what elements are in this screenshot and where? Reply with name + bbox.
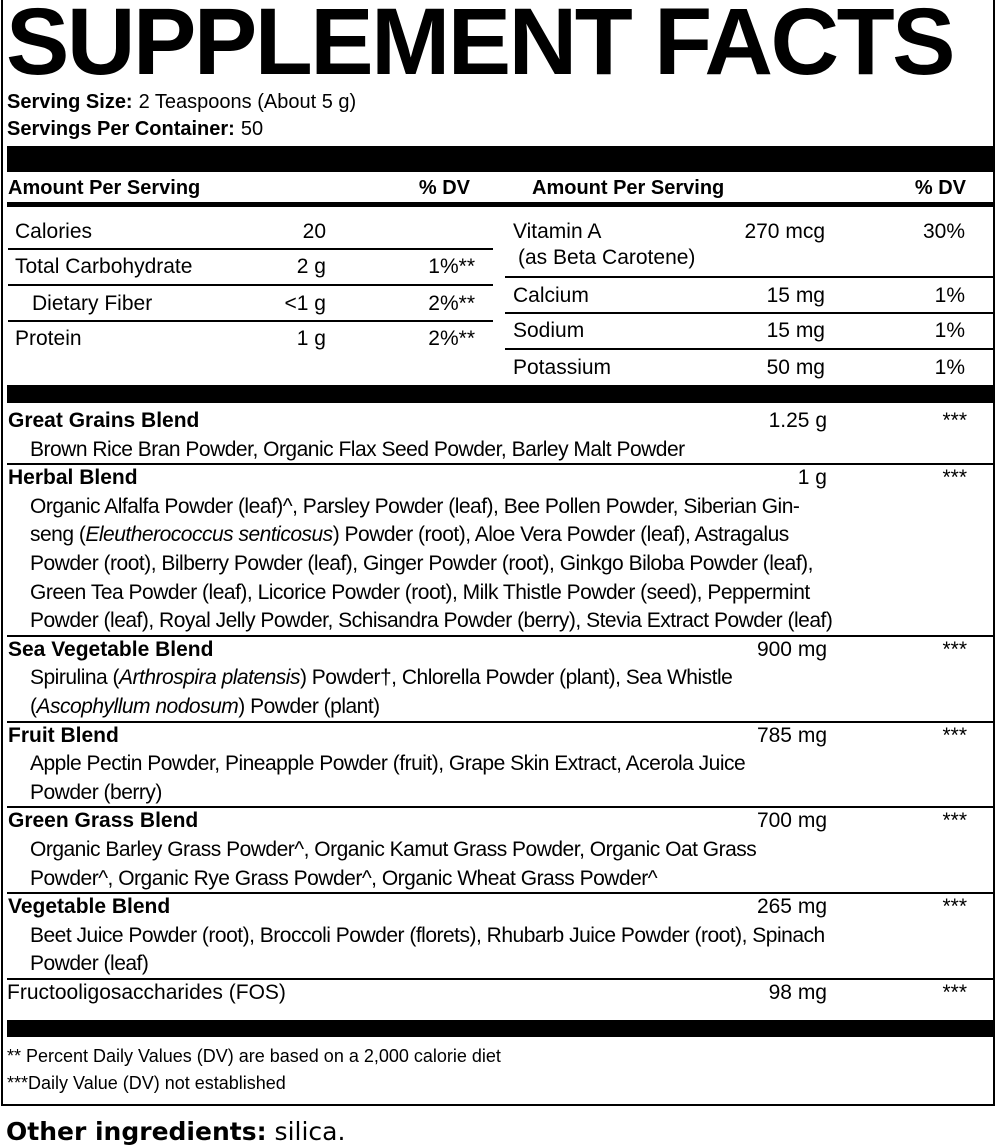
ingredient-text: Organic Alfalfa Powder (leaf)^, Parsley Powder (leaf), Bee Pollen Powder, Siberian Gin- [30, 494, 800, 518]
blend-section [7, 807, 995, 893]
nutrient-name: Total Carbohydrate [15, 255, 193, 278]
blend-name: Fruit Blend [8, 723, 119, 747]
nutrient-amount: 2 g [296, 255, 326, 278]
row-divider [505, 312, 993, 314]
blend-name: Fructooligosaccharides (FOS) [7, 980, 286, 1004]
ingredient-text: Powder (berry) [30, 780, 162, 804]
header-amount-left: Amount Per Serving [8, 177, 201, 199]
ingredient-text: Arthrospira platensis [119, 666, 300, 690]
blend-amount: 98 mg [768, 980, 827, 1004]
nutrient-amount: 15 mg [766, 284, 825, 307]
nutrient-name: Vitamin A [513, 220, 602, 243]
blend-ingredients-line [7, 493, 995, 522]
footnote-dv: ** Percent Daily Values (DV) are based on a 2,000 calorie diet [7, 1046, 501, 1066]
ingredient-text: Powder (root), Bilberry Powder (leaf), Ginger Powder (root), Ginkgo Biloba Powder (leaf), [30, 551, 813, 575]
ingredient-text: seng ( [30, 523, 86, 547]
blend-header [7, 807, 995, 836]
header-dv-left: % DV [418, 177, 470, 199]
blend-dv: *** [942, 466, 967, 490]
row-divider [505, 348, 993, 350]
blend-ingredients-line [7, 693, 995, 722]
blend-ingredients-line [7, 750, 995, 779]
row-divider [8, 248, 493, 250]
blend-name: Great Grains Blend [8, 409, 200, 432]
nutrient-name: Protein [15, 327, 82, 350]
servings-label: Servings Per Container: [7, 118, 235, 140]
blend-dv: *** [942, 409, 967, 432]
nutrient-amount: 20 [302, 220, 326, 243]
blend-header [7, 893, 995, 922]
nutrient-name: Calories [15, 220, 93, 243]
blend-header [7, 636, 995, 665]
blend-ingredients-line [7, 950, 995, 979]
blend-header [7, 979, 995, 1008]
blend-dv: *** [942, 637, 967, 661]
divider-bar [7, 1020, 995, 1037]
ingredient-text: Green Tea Powder (leaf), Licorice Powder (root), Milk Thistle Powder (seed), Peppermint [30, 580, 810, 604]
serving-size-label: Serving Size: [7, 91, 133, 113]
ingredient-text: Powder^, Organic Rye Grass Powder^, Organic Wheat Grass Powder^ [30, 866, 658, 890]
ingredient-text: Organic Barley Grass Powder^, Organic Kamut Grass Powder, Organic Oat Grass [30, 837, 757, 861]
nutrient-amount: 270 mcg [744, 220, 825, 243]
blend-ingredients-line [7, 836, 995, 865]
nutrient-amount: 50 mg [766, 356, 825, 379]
nutrient-dv: 1% [934, 284, 965, 307]
ingredient-text: Spirulina ( [30, 666, 120, 690]
blend-section [7, 893, 995, 979]
blend-name: Herbal Blend [8, 466, 138, 490]
blend-ingredients-line [7, 579, 995, 608]
divider-bar [7, 385, 995, 403]
blend-name: Green Grass Blend [8, 809, 199, 833]
blend-ingredients-line [7, 521, 995, 550]
ingredient-text: ( [30, 694, 37, 718]
ingredient-text: ) Powder†, Chlorella Powder (plant), Sea Whistle [299, 666, 733, 690]
blend-amount: 1 g [797, 466, 827, 490]
blend-section [7, 407, 995, 464]
ingredient-text: Powder (leaf), Royal Jelly Powder, Schisandra Powder (berry), Stevia Extract Powder (leaf) [30, 609, 833, 633]
nutrient-dv: 1% [934, 319, 965, 342]
nutrient-dv: 2%** [428, 327, 475, 350]
blend-ingredients-line [7, 607, 995, 636]
serving-size [7, 90, 356, 114]
blend-amount: 700 mg [756, 809, 827, 833]
nutrient-name: Calcium [513, 284, 589, 307]
ingredient-text: Powder (leaf) [30, 952, 149, 976]
divider-bar [7, 146, 995, 172]
other-ingredients-value: silica. [274, 1117, 346, 1146]
blend-dv: *** [942, 980, 967, 1004]
blend-header [7, 464, 995, 493]
ingredient-text: ) Powder (root), Aloe Vera Powder (leaf), Astragalus [332, 523, 789, 547]
blend-ingredients-line [7, 922, 995, 951]
blend-dv: *** [942, 723, 967, 747]
other-ingredients-label: Other ingredients: [6, 1117, 267, 1146]
nutrient-name: Potassium [513, 356, 612, 379]
nutrient-subname: (as Beta Carotene) [518, 246, 696, 269]
nutrient-dv: 30% [922, 220, 965, 243]
blend-amount: 1.25 g [768, 409, 827, 432]
blend-header [7, 407, 995, 436]
blend-ingredients-line [7, 436, 995, 465]
row-divider [505, 276, 993, 278]
nutrient-amount: 15 mg [766, 319, 825, 342]
nutrient-name: Dietary Fiber [32, 292, 153, 315]
header-amount-right: Amount Per Serving [532, 177, 725, 199]
nutrient-name: Sodium [513, 319, 585, 342]
blend-amount: 265 mg [756, 895, 827, 919]
footnote-not-established: ***Daily Value (DV) not established [7, 1073, 286, 1093]
servings-per-container [7, 117, 263, 141]
ingredient-text: Eleutherococcus senticosus [85, 523, 333, 547]
nutrient-dv: 1% [934, 356, 965, 379]
row-divider [8, 320, 493, 322]
header-dv-right: % DV [914, 177, 966, 199]
servings-value: 50 [240, 118, 264, 140]
blend-amount: 900 mg [756, 637, 827, 661]
ingredient-text: Ascophyllum nodosum [36, 694, 239, 718]
blend-ingredients-line [7, 865, 995, 894]
serving-size-value: 2 Teaspoons (About 5 g) [138, 91, 357, 113]
blend-dv: *** [942, 809, 967, 833]
blend-list [7, 407, 995, 1007]
panel-title: SUPPLEMENT FACTS [6, 0, 954, 95]
nutrient-amount: 1 g [296, 327, 326, 350]
ingredient-text: Beet Juice Powder (root), Broccoli Powder (florets), Rhubarb Juice Powder (root), Spinach [30, 923, 825, 947]
blend-name: Vegetable Blend [8, 895, 171, 919]
blend-amount: 785 mg [756, 723, 827, 747]
blend-section [7, 464, 995, 636]
blend-header [7, 722, 995, 751]
ingredient-text: Apple Pectin Powder, Pineapple Powder (fruit), Grape Skin Extract, Acerola Juice [30, 752, 746, 776]
other-ingredients [6, 1117, 345, 1147]
nutrient-dv: 2%** [428, 292, 475, 315]
blend-ingredients-line [7, 779, 995, 808]
blend-ingredients-line [7, 664, 995, 693]
ingredient-text: ) Powder (plant) [238, 694, 380, 718]
ingredient-text: Brown Rice Bran Powder, Organic Flax Seed Powder, Barley Malt Powder [30, 437, 685, 461]
blend-dv: *** [942, 895, 967, 919]
blend-ingredients-line [7, 550, 995, 579]
blend-section [7, 636, 995, 722]
nutrient-amount: <1 g [284, 292, 326, 315]
header-rule [7, 202, 995, 207]
row-divider [8, 284, 493, 286]
nutrient-dv: 1%** [428, 255, 475, 278]
blend-name: Sea Vegetable Blend [8, 637, 214, 661]
blend-section [7, 722, 995, 808]
blend-section [7, 979, 995, 1008]
